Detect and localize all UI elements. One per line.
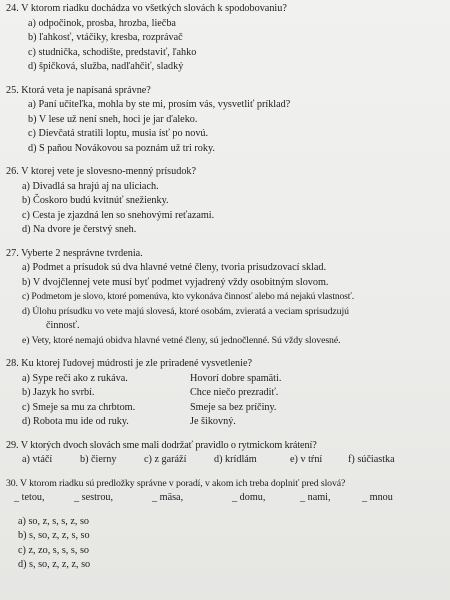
question-29 [6,439,436,468]
blank-word: _ sestrou, [74,492,114,503]
answer-option: c) z garáží [144,454,187,465]
answer-option: b) čierny [80,454,117,465]
question-27 [6,247,436,349]
answer-option: d) Na dvore je čerstvý sneh. [22,224,137,235]
proverb-meaning: Smeje sa bez príčiny. [190,401,277,413]
question-24 [6,2,436,75]
answer-option: a) vtáčí [22,454,53,465]
answer-option: d) S paňou Novákovou sa poznám už tri roky. [28,142,215,154]
question-26 [6,165,436,238]
question-title: 25. Ktorá veta je napísaná správne? [6,84,151,96]
answer-option-continuation: činnosť. [46,320,80,331]
answer-option: a) so, z, s, s, z, so [18,515,90,527]
proverb-row [6,386,436,401]
answer-option: c) Podmetom je slovo, ktoré pomenúva, kto vykonáva činnosť alebo má nejakú vlastnosť. [22,291,354,302]
proverb: c) Smeje sa mu za chrbtom. [22,401,136,413]
question-title: 26. V ktorej vete je slovesno-menný prísudok? [6,166,197,177]
proverb: a) Sype reči ako z rukáva. [22,372,128,384]
question-title: 29. V ktorých dvoch slovách sme mali dodržať pravidlo o rytmickom krátení? [6,439,317,451]
blank-word: _ mnou [362,492,393,503]
question-title: 28. Ku ktorej ľudovej múdrosti je zle priradené vysvetlenie? [6,358,253,369]
question-28 [6,357,436,430]
answer-option: c) studnička, schodište, predstaviť, ľahko [28,46,197,58]
answer-option: b) s, so, z, z, s, so [18,530,90,541]
answer-option: e) v tŕní [290,454,323,465]
answer-option: c) z, zo, s, s, s, so [18,544,90,556]
blank-words-row [6,491,436,506]
question-title: 30. V ktorom riadku sú predložky správne v poradí, v akom ich treba doplniť pred slová? [6,477,346,489]
answer-option: b) V lese už není sneh, hoci je jar ďaleko. [28,113,198,125]
answer-option: c) Cesta je zjazdná len so snehovými reťazami. [22,209,215,221]
answer-option: a) Podmet a prísudok sú dva hlavné vetné členy, tvoria prisudzovací sklad. [22,262,327,273]
proverb-meaning: Hovorí dobre spamäti. [190,372,282,384]
proverb-meaning: Je šikovný. [190,416,236,427]
answer-option: a) Divadlá sa hrajú aj na uliciach. [22,180,159,192]
proverb: b) Jazyk ho svrbí. [22,387,95,398]
proverb-meaning: Chce niečo prezradiť. [190,387,279,398]
proverb: d) Robota mu ide od ruky. [22,416,129,427]
proverb-row [6,415,436,430]
blank-word: _ mäsa, [152,492,184,503]
answer-option: d) špičková, služba, nadľahčiť, sladký [28,61,184,72]
question-title: 27. Vyberte 2 nesprávne tvrdenia. [6,247,143,259]
blank-word: _ tetou, [14,492,45,503]
answer-option: d) s, so, z, z, z, so [18,559,91,570]
answer-option: b) V dvojčlennej vete musí byť podmet vyjadrený vždy osobitným slovom. [22,276,329,288]
blank-word: _ domu, [232,492,266,503]
answer-option: d) krídlám [214,454,257,465]
question-title: 24. V ktorom riadku dochádza vo všetkých slovách k spodobovaniu? [6,3,287,14]
question-25 [6,84,436,157]
answer-option: d) Úlohu prísudku vo vete majú slovesá, ktoré osobám, zvieratá a veciam sprisudzujú [22,305,349,317]
proverb-row [6,372,436,387]
answer-option: b) Čoskoro budú kvitnúť snežienky. [22,195,169,206]
answer-options-row [6,453,436,468]
answer-option: c) Dievčatá stratili loptu, musia ísť po novú. [28,128,209,139]
answer-option: e) Vety, ktoré nemajú obidva hlavné vetné členy, sú jednočlenné. Sú vždy slovesné. [22,334,341,346]
proverb-row [6,401,436,416]
answer-option: a) Paní učiteľka, mohla by ste mi, prosím vás, vysvetliť príklad? [28,99,291,110]
answer-option: b) ľahkosť, vtáčiky, kresba, rozprávač [28,32,183,43]
answer-option: a) odpočinok, prosba, hrozba, liečba [28,17,176,29]
blank-word: _ nami, [300,492,331,503]
answer-option: f) súčiastka [348,454,395,465]
question-30 [6,477,436,573]
